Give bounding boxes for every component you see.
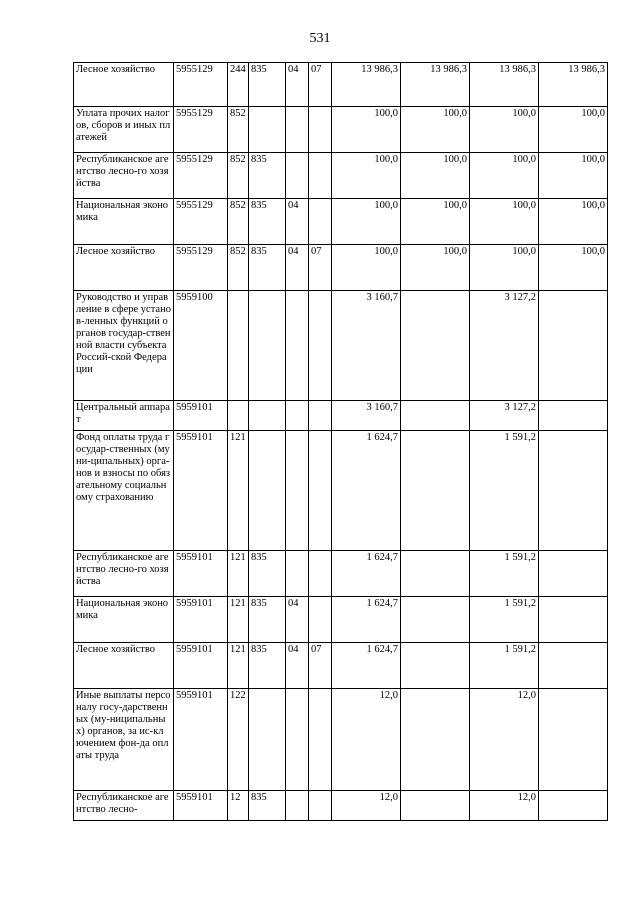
- target-article-code: 5955129: [174, 63, 228, 107]
- amount-1: 12,0: [332, 791, 401, 821]
- ministry-code: [249, 291, 286, 401]
- amount-2: [401, 791, 470, 821]
- ministry-code: 835: [249, 791, 286, 821]
- budget-table: [73, 62, 608, 821]
- amount-4: [539, 291, 608, 401]
- row-name-cell: Республиканское агентство лесно-го хозяйства: [74, 153, 174, 199]
- subsection-code: 07: [309, 245, 332, 291]
- expense-type-code: 852: [228, 199, 249, 245]
- table-row: [74, 199, 608, 245]
- row-name-cell: Фонд оплаты труда государ-ственных (муни-ципальных) орга-нов и взносы по обязательному социальному страхованию: [74, 431, 174, 551]
- section-code: [286, 689, 309, 791]
- table-row: [74, 63, 608, 107]
- amount-3: 12,0: [470, 689, 539, 791]
- amount-4: 100,0: [539, 199, 608, 245]
- amount-3: 13 986,3: [470, 63, 539, 107]
- subsection-code: [309, 107, 332, 153]
- page-number: 531: [309, 31, 331, 46]
- subsection-code: [309, 431, 332, 551]
- row-name-cell: Уплата прочих налогов, сборов и иных платежей: [74, 107, 174, 153]
- table-row: [74, 153, 608, 199]
- amount-3: 1 591,2: [470, 551, 539, 597]
- amount-3: 1 591,2: [470, 597, 539, 643]
- amount-4: 13 986,3: [539, 63, 608, 107]
- table-row: [74, 643, 608, 689]
- amount-1: 100,0: [332, 107, 401, 153]
- amount-3: 3 127,2: [470, 401, 539, 431]
- amount-4: [539, 431, 608, 551]
- target-article-code: 5959101: [174, 401, 228, 431]
- amount-1: 1 624,7: [332, 643, 401, 689]
- amount-2: [401, 401, 470, 431]
- ministry-code: 835: [249, 551, 286, 597]
- amount-2: [401, 597, 470, 643]
- section-code: 04: [286, 63, 309, 107]
- table-row: [74, 107, 608, 153]
- row-name-cell: Республиканское агентство лесно-го хозяйства: [74, 551, 174, 597]
- subsection-code: [309, 153, 332, 199]
- row-name-cell: Лесное хозяйство: [74, 63, 174, 107]
- amount-1: 100,0: [332, 153, 401, 199]
- section-code: 04: [286, 597, 309, 643]
- amount-2: [401, 643, 470, 689]
- amount-3: 1 591,2: [470, 643, 539, 689]
- expense-type-code: 121: [228, 551, 249, 597]
- ministry-code: 835: [249, 597, 286, 643]
- amount-2: 100,0: [401, 199, 470, 245]
- target-article-code: 5955129: [174, 245, 228, 291]
- table-row: [74, 791, 608, 821]
- subsection-code: 07: [309, 63, 332, 107]
- expense-type-code: 244: [228, 63, 249, 107]
- ministry-code: 835: [249, 153, 286, 199]
- expense-type-code: 12: [228, 791, 249, 821]
- target-article-code: 5955129: [174, 107, 228, 153]
- amount-2: 100,0: [401, 107, 470, 153]
- ministry-code: [249, 431, 286, 551]
- target-article-code: 5959101: [174, 431, 228, 551]
- amount-2: 100,0: [401, 245, 470, 291]
- amount-2: [401, 551, 470, 597]
- amount-3: 1 591,2: [470, 431, 539, 551]
- amount-2: [401, 291, 470, 401]
- amount-4: [539, 597, 608, 643]
- row-name-cell: Национальная экономика: [74, 597, 174, 643]
- ministry-code: 835: [249, 199, 286, 245]
- amount-2: 13 986,3: [401, 63, 470, 107]
- target-article-code: 5959101: [174, 597, 228, 643]
- table-row: [74, 431, 608, 551]
- amount-1: 12,0: [332, 689, 401, 791]
- amount-2: 100,0: [401, 153, 470, 199]
- expense-type-code: 852: [228, 107, 249, 153]
- table-row: [74, 401, 608, 431]
- ministry-code: [249, 401, 286, 431]
- target-article-code: 5959101: [174, 791, 228, 821]
- target-article-code: 5959101: [174, 689, 228, 791]
- row-name-cell: Республиканское агентство лесно-: [74, 791, 174, 821]
- table-row: [74, 551, 608, 597]
- amount-1: 1 624,7: [332, 431, 401, 551]
- row-name-cell: Руководство и управление в сфере установ-ленных функций органов государ-ственной власти субъекта Россий-ской Федерации: [74, 291, 174, 401]
- target-article-code: 5959100: [174, 291, 228, 401]
- subsection-code: [309, 689, 332, 791]
- section-code: 04: [286, 643, 309, 689]
- amount-1: 13 986,3: [332, 63, 401, 107]
- expense-type-code: [228, 291, 249, 401]
- target-article-code: 5959101: [174, 643, 228, 689]
- amount-1: 1 624,7: [332, 551, 401, 597]
- row-name-cell: Иные выплаты персоналу госу-дарственных (му-ниципальных) органов, за ис-ключением фон-да оплаты труда: [74, 689, 174, 791]
- subsection-code: [309, 597, 332, 643]
- row-name-cell: Национальная экономика: [74, 199, 174, 245]
- ministry-code: [249, 107, 286, 153]
- ministry-code: 835: [249, 245, 286, 291]
- amount-1: 3 160,7: [332, 291, 401, 401]
- section-code: [286, 401, 309, 431]
- row-name-cell: Лесное хозяйство: [74, 245, 174, 291]
- amount-1: 1 624,7: [332, 597, 401, 643]
- section-code: [286, 431, 309, 551]
- ministry-code: [249, 689, 286, 791]
- subsection-code: [309, 291, 332, 401]
- amount-3: 100,0: [470, 245, 539, 291]
- subsection-code: [309, 551, 332, 597]
- section-code: 04: [286, 199, 309, 245]
- row-name-cell: Лесное хозяйство: [74, 643, 174, 689]
- section-code: [286, 107, 309, 153]
- amount-1: 100,0: [332, 245, 401, 291]
- subsection-code: [309, 199, 332, 245]
- expense-type-code: 121: [228, 643, 249, 689]
- amount-1: 3 160,7: [332, 401, 401, 431]
- section-code: [286, 791, 309, 821]
- ministry-code: 835: [249, 63, 286, 107]
- section-code: [286, 291, 309, 401]
- target-article-code: 5955129: [174, 153, 228, 199]
- expense-type-code: 852: [228, 153, 249, 199]
- expense-type-code: [228, 401, 249, 431]
- amount-4: 100,0: [539, 107, 608, 153]
- table-row: [74, 597, 608, 643]
- table-row: [74, 689, 608, 791]
- amount-2: [401, 689, 470, 791]
- amount-3: 100,0: [470, 199, 539, 245]
- amount-4: [539, 551, 608, 597]
- amount-3: 12,0: [470, 791, 539, 821]
- table-row: [74, 291, 608, 401]
- amount-2: [401, 431, 470, 551]
- section-code: [286, 153, 309, 199]
- amount-4: [539, 643, 608, 689]
- amount-4: [539, 401, 608, 431]
- expense-type-code: 852: [228, 245, 249, 291]
- expense-type-code: 121: [228, 597, 249, 643]
- expense-type-code: 121: [228, 431, 249, 551]
- row-name-cell: Центральный аппарат: [74, 401, 174, 431]
- amount-4: [539, 689, 608, 791]
- amount-3: 3 127,2: [470, 291, 539, 401]
- amount-1: 100,0: [332, 199, 401, 245]
- amount-3: 100,0: [470, 153, 539, 199]
- amount-4: 100,0: [539, 153, 608, 199]
- table-row: [74, 245, 608, 291]
- target-article-code: 5959101: [174, 551, 228, 597]
- subsection-code: 07: [309, 643, 332, 689]
- amount-3: 100,0: [470, 107, 539, 153]
- expense-type-code: 122: [228, 689, 249, 791]
- amount-4: 100,0: [539, 245, 608, 291]
- section-code: 04: [286, 245, 309, 291]
- amount-4: [539, 791, 608, 821]
- section-code: [286, 551, 309, 597]
- subsection-code: [309, 401, 332, 431]
- target-article-code: 5955129: [174, 199, 228, 245]
- subsection-code: [309, 791, 332, 821]
- ministry-code: 835: [249, 643, 286, 689]
